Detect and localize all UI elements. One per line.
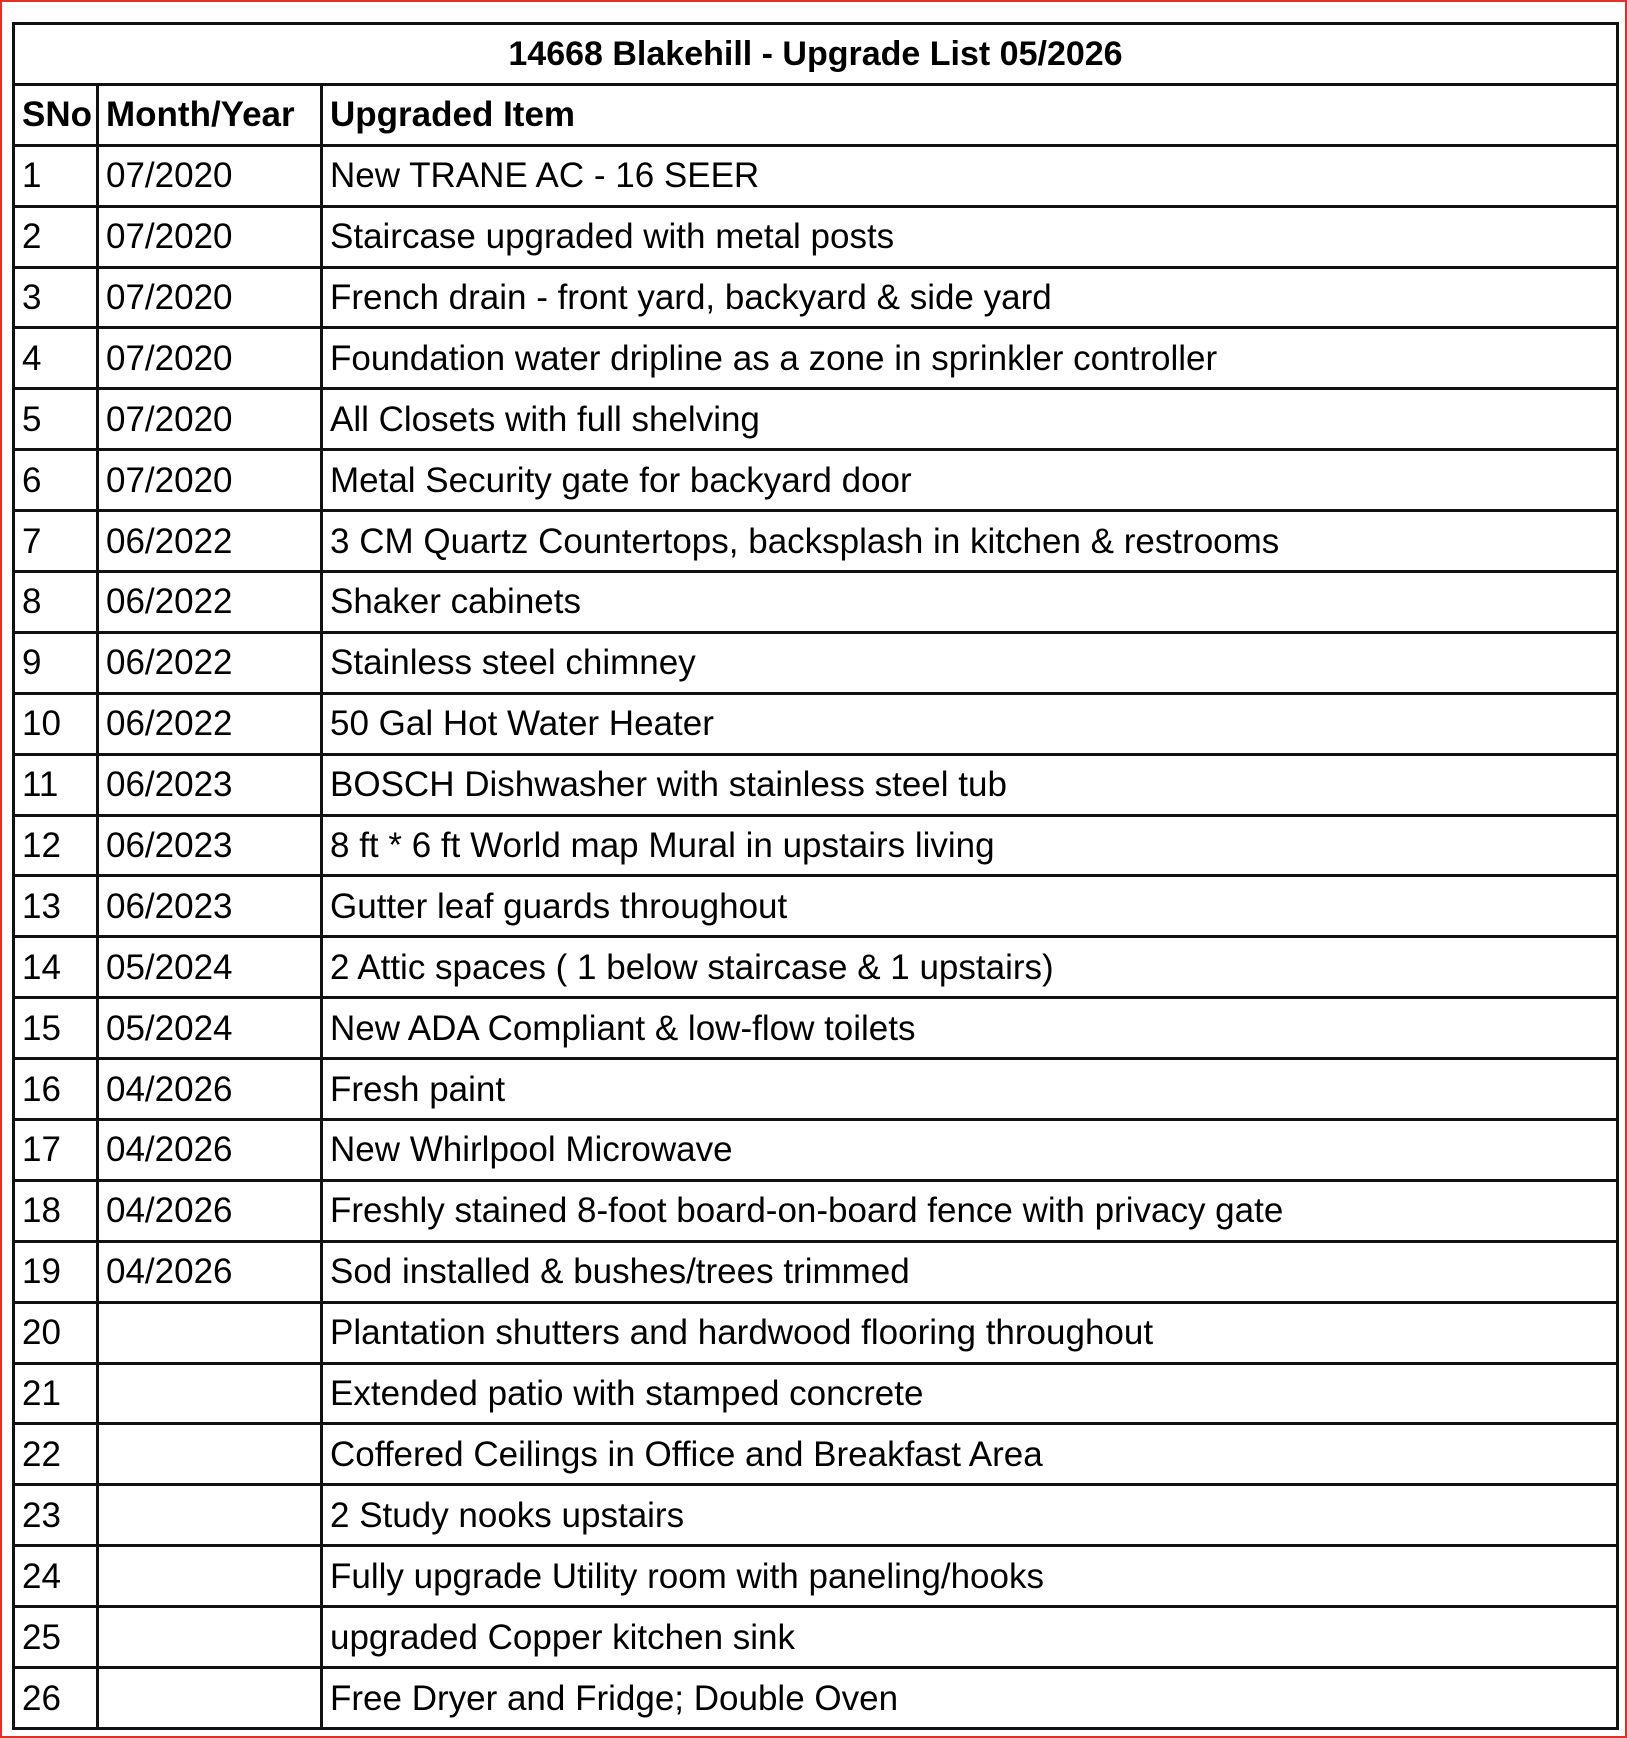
cell-month-year: 07/2020 — [98, 145, 322, 206]
cell-month-year — [98, 1546, 322, 1607]
cell-sno: 17 — [14, 1120, 98, 1181]
cell-upgraded-item: Free Dryer and Fridge; Double Oven — [322, 1668, 1618, 1729]
cell-upgraded-item: upgraded Copper kitchen sink — [322, 1607, 1618, 1668]
table-row — [14, 389, 1618, 450]
cell-sno: 15 — [14, 998, 98, 1059]
header-upgraded-item: Upgraded Item — [322, 84, 1618, 145]
header-month-year: Month/Year — [98, 84, 322, 145]
cell-upgraded-item: Sod installed & bushes/trees trimmed — [322, 1241, 1618, 1302]
table-row — [14, 998, 1618, 1059]
cell-upgraded-item: Foundation water dripline as a zone in sprinkler controller — [322, 328, 1618, 389]
header-sno: SNo — [14, 84, 98, 145]
cell-sno: 25 — [14, 1607, 98, 1668]
cell-sno: 6 — [14, 450, 98, 511]
cell-month-year: 07/2020 — [98, 389, 322, 450]
cell-upgraded-item: Fully upgrade Utility room with paneling/hooks — [322, 1546, 1618, 1607]
cell-upgraded-item: New TRANE AC - 16 SEER — [322, 145, 1618, 206]
cell-sno: 9 — [14, 632, 98, 693]
table-row — [14, 632, 1618, 693]
cell-sno: 12 — [14, 815, 98, 876]
cell-month-year: 07/2020 — [98, 328, 322, 389]
cell-month-year: 06/2023 — [98, 815, 322, 876]
table-row — [14, 1424, 1618, 1485]
table-row — [14, 572, 1618, 633]
cell-upgraded-item: Gutter leaf guards throughout — [322, 876, 1618, 937]
cell-sno: 14 — [14, 937, 98, 998]
cell-sno: 4 — [14, 328, 98, 389]
table-row — [14, 1059, 1618, 1120]
cell-sno: 16 — [14, 1059, 98, 1120]
cell-month-year: 05/2024 — [98, 937, 322, 998]
cell-upgraded-item: Extended patio with stamped concrete — [322, 1363, 1618, 1424]
cell-month-year: 06/2023 — [98, 754, 322, 815]
cell-month-year: 07/2020 — [98, 267, 322, 328]
cell-month-year — [98, 1485, 322, 1546]
cell-sno: 13 — [14, 876, 98, 937]
cell-upgraded-item: 2 Study nooks upstairs — [322, 1485, 1618, 1546]
cell-month-year: 07/2020 — [98, 450, 322, 511]
cell-upgraded-item: Fresh paint — [322, 1059, 1618, 1120]
cell-upgraded-item: Stainless steel chimney — [322, 632, 1618, 693]
cell-month-year: 04/2026 — [98, 1120, 322, 1181]
cell-upgraded-item: New ADA Compliant & low-flow toilets — [322, 998, 1618, 1059]
table-row — [14, 145, 1618, 206]
cell-sno: 26 — [14, 1668, 98, 1729]
cell-upgraded-item: Staircase upgraded with metal posts — [322, 206, 1618, 267]
table-row — [14, 1302, 1618, 1363]
table-row — [14, 754, 1618, 815]
cell-upgraded-item: Coffered Ceilings in Office and Breakfast Area — [322, 1424, 1618, 1485]
cell-month-year: 06/2023 — [98, 876, 322, 937]
header-row — [14, 84, 1618, 145]
cell-sno: 2 — [14, 206, 98, 267]
table-row — [14, 1485, 1618, 1546]
table-row — [14, 1546, 1618, 1607]
table-row — [14, 511, 1618, 572]
table-row — [14, 937, 1618, 998]
cell-month-year: 05/2024 — [98, 998, 322, 1059]
table-row — [14, 1607, 1618, 1668]
cell-month-year — [98, 1607, 322, 1668]
cell-sno: 3 — [14, 267, 98, 328]
cell-sno: 8 — [14, 572, 98, 633]
cell-sno: 10 — [14, 693, 98, 754]
table-row — [14, 1180, 1618, 1241]
cell-month-year: 06/2022 — [98, 693, 322, 754]
spreadsheet-area — [12, 22, 1616, 1730]
cell-month-year — [98, 1424, 322, 1485]
cell-upgraded-item: Shaker cabinets — [322, 572, 1618, 633]
cell-upgraded-item: 8 ft * 6 ft World map Mural in upstairs living — [322, 815, 1618, 876]
cell-month-year: 04/2026 — [98, 1180, 322, 1241]
table-row — [14, 328, 1618, 389]
cell-month-year: 06/2022 — [98, 572, 322, 633]
cell-sno: 11 — [14, 754, 98, 815]
cell-month-year: 07/2020 — [98, 206, 322, 267]
cell-month-year — [98, 1668, 322, 1729]
cell-month-year: 06/2022 — [98, 632, 322, 693]
table-row — [14, 206, 1618, 267]
table-title: 14668 Blakehill - Upgrade List 05/2026 — [14, 24, 1618, 85]
cell-sno: 19 — [14, 1241, 98, 1302]
cell-upgraded-item: All Closets with full shelving — [322, 389, 1618, 450]
cell-upgraded-item: French drain - front yard, backyard & side yard — [322, 267, 1618, 328]
cell-sno: 18 — [14, 1180, 98, 1241]
table-row — [14, 1241, 1618, 1302]
cell-upgraded-item: Freshly stained 8-foot board-on-board fence with privacy gate — [322, 1180, 1618, 1241]
cell-sno: 20 — [14, 1302, 98, 1363]
cell-upgraded-item: Plantation shutters and hardwood flooring throughout — [322, 1302, 1618, 1363]
table-row — [14, 267, 1618, 328]
table-row — [14, 815, 1618, 876]
cell-upgraded-item: 2 Attic spaces ( 1 below staircase & 1 upstairs) — [322, 937, 1618, 998]
cell-month-year — [98, 1363, 322, 1424]
cell-sno: 21 — [14, 1363, 98, 1424]
cell-sno: 5 — [14, 389, 98, 450]
table-body — [14, 24, 1618, 1729]
cell-upgraded-item: 3 CM Quartz Countertops, backsplash in kitchen & restrooms — [322, 511, 1618, 572]
table-row — [14, 693, 1618, 754]
cell-upgraded-item: BOSCH Dishwasher with stainless steel tub — [322, 754, 1618, 815]
cell-month-year: 06/2022 — [98, 511, 322, 572]
upgrade-list-table — [12, 22, 1619, 1730]
cell-upgraded-item: Metal Security gate for backyard door — [322, 450, 1618, 511]
cell-upgraded-item: New Whirlpool Microwave — [322, 1120, 1618, 1181]
cell-month-year — [98, 1302, 322, 1363]
table-row — [14, 1668, 1618, 1729]
cell-sno: 23 — [14, 1485, 98, 1546]
cell-sno: 22 — [14, 1424, 98, 1485]
table-row — [14, 1363, 1618, 1424]
table-row — [14, 450, 1618, 511]
cell-sno: 7 — [14, 511, 98, 572]
title-row — [14, 24, 1618, 85]
cell-sno: 1 — [14, 145, 98, 206]
cell-month-year: 04/2026 — [98, 1241, 322, 1302]
cell-upgraded-item: 50 Gal Hot Water Heater — [322, 693, 1618, 754]
cell-sno: 24 — [14, 1546, 98, 1607]
table-row — [14, 1120, 1618, 1181]
cell-month-year: 04/2026 — [98, 1059, 322, 1120]
table-row — [14, 876, 1618, 937]
